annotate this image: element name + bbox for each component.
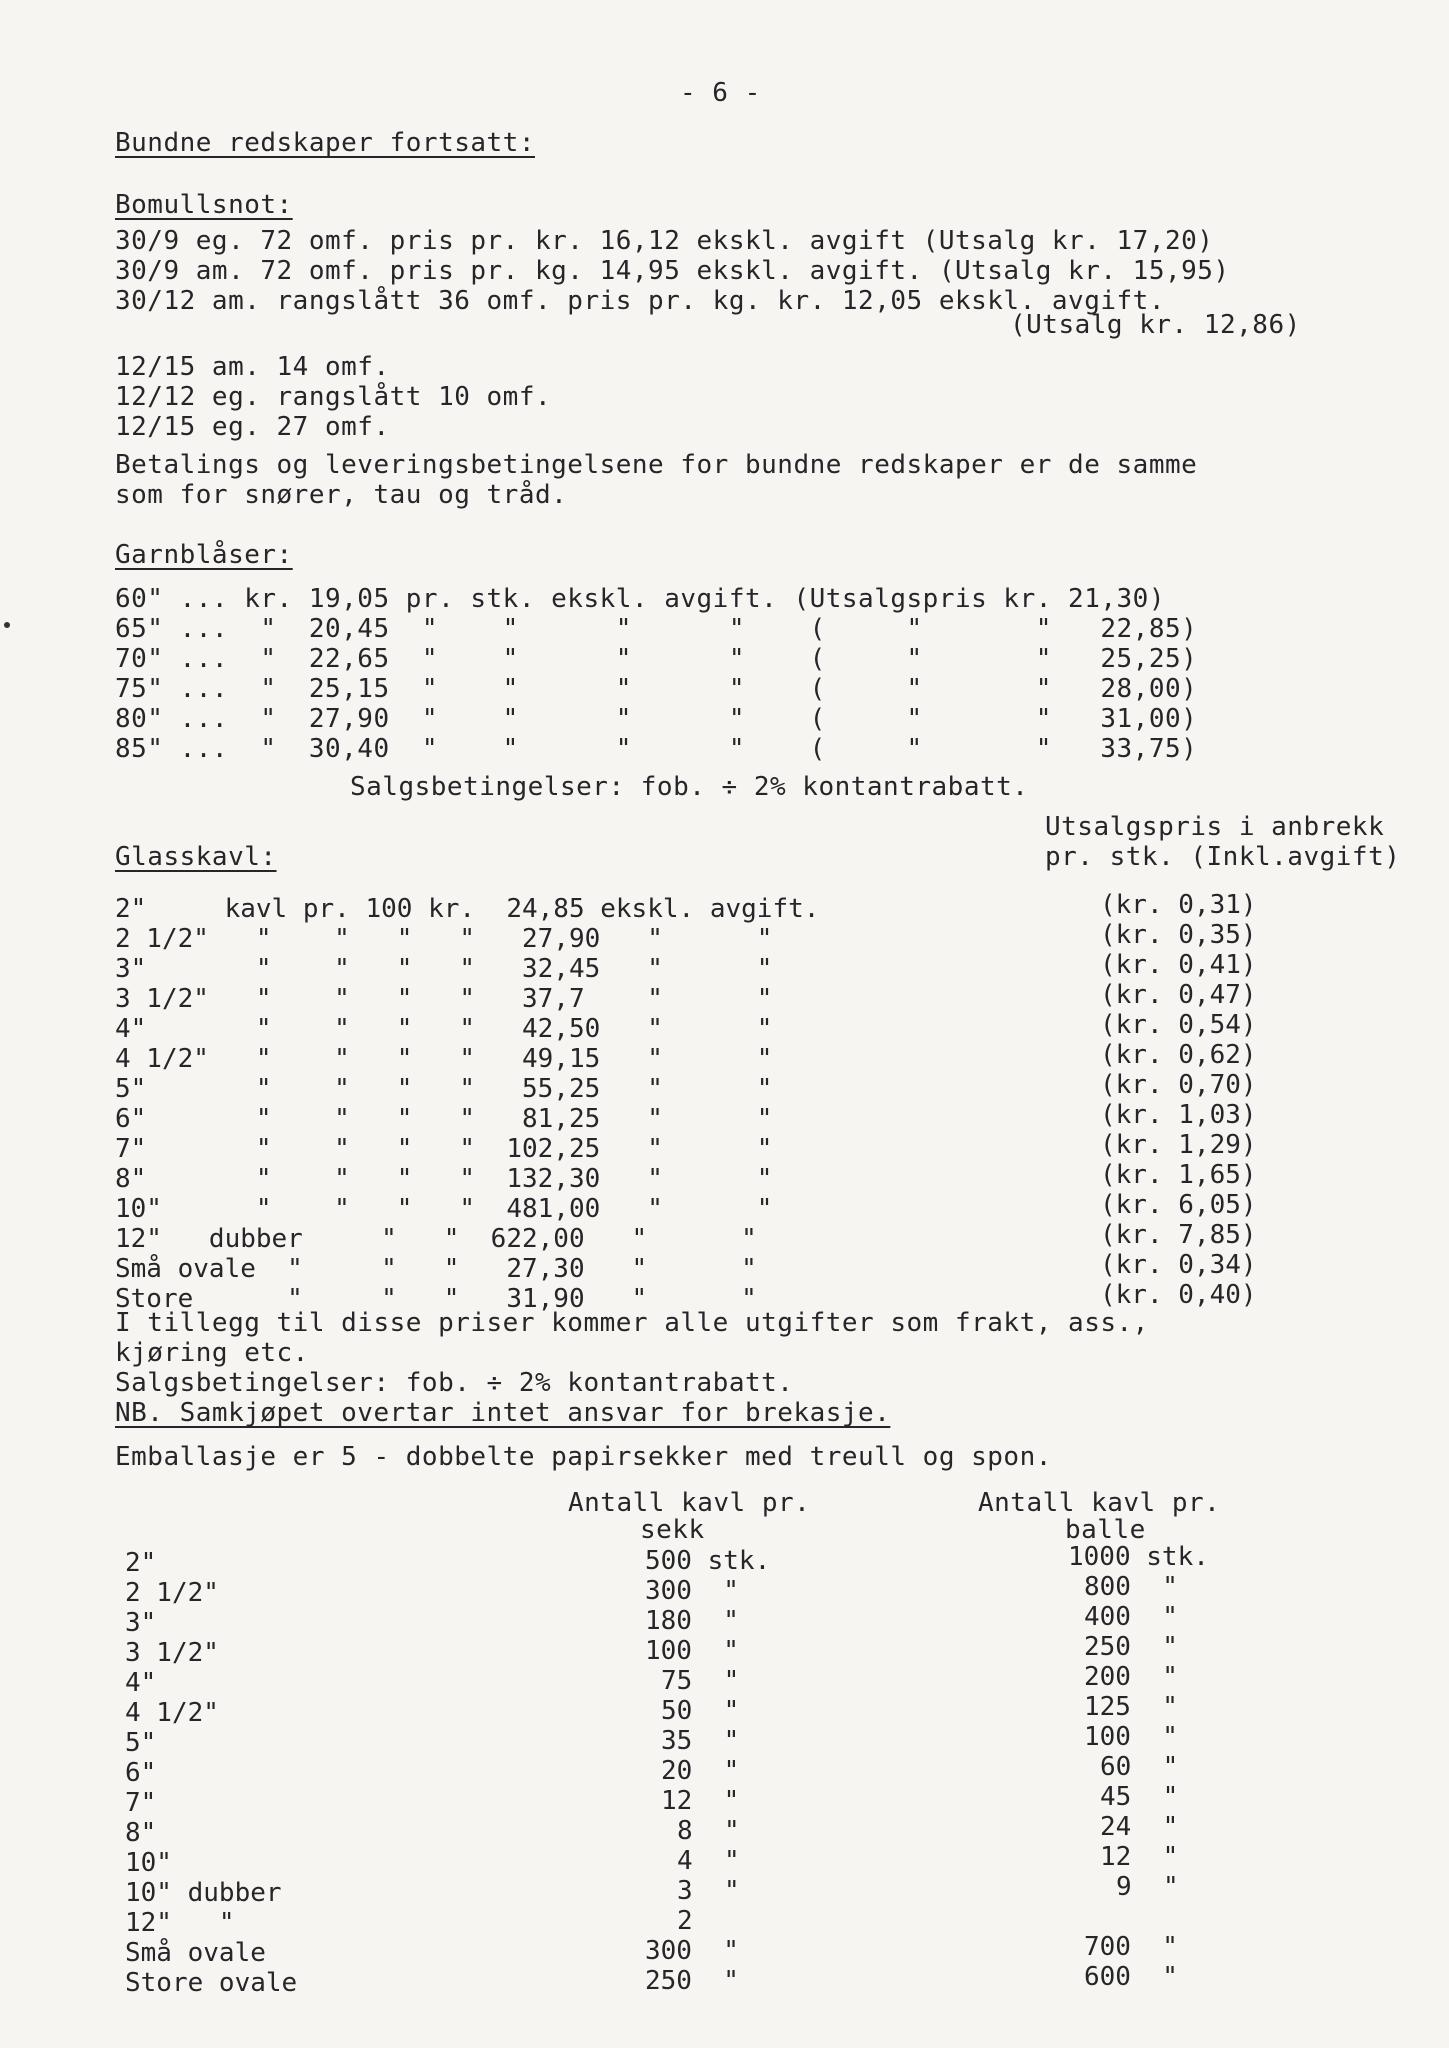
emb-size: 5" bbox=[125, 1728, 157, 1758]
emb-balle: 9 " bbox=[1116, 1872, 1179, 1902]
glass-row: 2" kavl pr. 100 kr. 24,85 ekskl. avgift. bbox=[115, 894, 820, 924]
emb-col-balle: Antall kavl pr. bbox=[978, 1488, 1221, 1518]
emb-sekk: 50 " bbox=[661, 1696, 740, 1726]
emb-balle: 60 " bbox=[1100, 1752, 1179, 1782]
emb-line: Emballasje er 5 - dobbelte papirsekker med treull og spon. bbox=[115, 1442, 1052, 1472]
emb-balle: 700 " bbox=[1084, 1932, 1178, 1962]
glass-price: (kr. 0,35) bbox=[1100, 920, 1257, 950]
glass-price: (kr. 0,31) bbox=[1100, 890, 1257, 920]
glass-price: (kr. 0,41) bbox=[1100, 950, 1257, 980]
emb-balle: 125 " bbox=[1084, 1692, 1178, 1722]
emb-balle: 200 " bbox=[1084, 1662, 1178, 1692]
glass-price: (kr. 7,85) bbox=[1100, 1220, 1257, 1250]
glass-price: (kr. 0,62) bbox=[1100, 1040, 1257, 1070]
page-number: - 6 - bbox=[680, 78, 761, 108]
emb-size: Små ovale bbox=[125, 1938, 266, 1968]
emb-size: 10" bbox=[125, 1848, 172, 1878]
emb-sekk: 300 " bbox=[645, 1576, 739, 1606]
emb-size: 12" " bbox=[125, 1908, 235, 1938]
emb-sekk: 500 stk. bbox=[645, 1546, 771, 1576]
emb-col-sekk: Antall kavl pr. bbox=[568, 1488, 811, 1518]
emb-size: 3" bbox=[125, 1608, 157, 1638]
glass-row: 12" dubber " " 622,00 " " bbox=[115, 1224, 757, 1254]
emb-col-balle: balle bbox=[1065, 1515, 1146, 1545]
glass-price: (kr. 0,34) bbox=[1100, 1250, 1257, 1280]
bomull-line: 12/15 am. 14 omf. bbox=[115, 352, 390, 382]
emb-balle: 24 " bbox=[1100, 1812, 1179, 1842]
emb-balle: 45 " bbox=[1100, 1782, 1179, 1812]
emb-sekk: 35 " bbox=[661, 1726, 740, 1756]
glass-row: 3 1/2" " " " " 37,7 " " bbox=[115, 984, 773, 1014]
emb-sekk: 8 " bbox=[677, 1816, 740, 1846]
emb-size: Store ovale bbox=[125, 1968, 298, 1998]
glass-row: 3" " " " " 32,45 " " bbox=[115, 954, 773, 984]
glass-terms: Salgsbetingelser: fob. ÷ 2% kontantrabatt. bbox=[115, 1368, 794, 1398]
emb-sekk: 3 " bbox=[677, 1876, 740, 1906]
emb-balle: 600 " bbox=[1084, 1962, 1178, 1992]
emb-balle: 12 " bbox=[1100, 1842, 1179, 1872]
glass-row: 6" " " " " 81,25 " " bbox=[115, 1104, 773, 1134]
emb-balle: 100 " bbox=[1084, 1722, 1178, 1752]
garn-title: Garnblåser: bbox=[115, 540, 293, 570]
emb-col-sekk: sekk bbox=[640, 1515, 705, 1545]
glass-title: Glasskavl: bbox=[115, 842, 277, 872]
emb-sekk: 75 " bbox=[661, 1666, 740, 1696]
emb-sekk: 2 bbox=[677, 1906, 724, 1936]
emb-balle: 250 " bbox=[1084, 1632, 1178, 1662]
garn-line: 65" ... " 20,45 " " " " ( " " 22,85) bbox=[115, 614, 1198, 644]
bomull-note: Betalings og leveringsbetingelsene for bundne redskaper er de samme bbox=[115, 450, 1198, 480]
bomull-line: 30/9 eg. 72 omf. pris pr. kr. 16,12 ekskl. avgift (Utsalg kr. 17,20) bbox=[115, 226, 1214, 256]
emb-size: 2 1/2" bbox=[125, 1578, 219, 1608]
glass-price: (kr. 1,03) bbox=[1100, 1100, 1257, 1130]
garn-line: 60" ... kr. 19,05 pr. stk. ekskl. avgift. (Utsalgspris kr. 21,30) bbox=[115, 584, 1165, 614]
glass-row: 4" " " " " 42,50 " " bbox=[115, 1014, 773, 1044]
bomull-line: (Utsalg kr. 12,86) bbox=[1010, 310, 1301, 340]
garn-line: 80" ... " 27,90 " " " " ( " " 31,00) bbox=[115, 704, 1198, 734]
glass-price: (kr. 1,65) bbox=[1100, 1160, 1257, 1190]
garn-terms: Salgsbetingelser: fob. ÷ 2% kontantrabatt. bbox=[350, 772, 1029, 802]
bomull-line: 12/15 eg. 27 omf. bbox=[115, 412, 390, 442]
emb-balle: 400 " bbox=[1084, 1602, 1178, 1632]
glass-header: Utsalgspris i anbrekk bbox=[1045, 812, 1385, 842]
glass-row: 10" " " " " 481,00 " " bbox=[115, 1194, 773, 1224]
emb-sekk: 250 " bbox=[645, 1966, 739, 1996]
emb-balle: 1000 stk. bbox=[1068, 1542, 1209, 1572]
emb-size: 2" bbox=[125, 1548, 157, 1578]
emb-balle: 800 " bbox=[1084, 1572, 1178, 1602]
emb-size: 4 1/2" bbox=[125, 1698, 219, 1728]
glass-row: 5" " " " " 55,25 " " bbox=[115, 1074, 773, 1104]
garn-line: 75" ... " 25,15 " " " " ( " " 28,00) bbox=[115, 674, 1198, 704]
bomull-title: Bomullsnot: bbox=[115, 190, 293, 220]
emb-sekk: 300 " bbox=[645, 1936, 739, 1966]
glass-header: pr. stk. (Inkl.avgift) bbox=[1045, 842, 1401, 872]
glass-nb: NB. Samkjøpet overtar intet ansvar for brekasje. bbox=[115, 1398, 891, 1428]
emb-size: 4" bbox=[125, 1668, 157, 1698]
emb-size: 3 1/2" bbox=[125, 1638, 219, 1668]
emb-size: 7" bbox=[125, 1788, 157, 1818]
glass-price: (kr. 0,47) bbox=[1100, 980, 1257, 1010]
glass-note: kjøring etc. bbox=[115, 1338, 309, 1368]
emb-sekk: 20 " bbox=[661, 1756, 740, 1786]
glass-note: I tillegg til disse priser kommer alle utgifter som frakt, ass., bbox=[115, 1308, 1149, 1338]
heading: Bundne redskaper fortsatt: bbox=[115, 128, 535, 158]
emb-sekk: 12 " bbox=[661, 1786, 740, 1816]
glass-price: (kr. 6,05) bbox=[1100, 1190, 1257, 1220]
emb-size: 10" dubber bbox=[125, 1878, 282, 1908]
bomull-line: 30/12 am. rangslått 36 omf. pris pr. kg. kr. 12,05 ekskl. avgift. bbox=[115, 286, 1165, 316]
glass-row: 8" " " " " 132,30 " " bbox=[115, 1164, 773, 1194]
glass-row: Små ovale " " " 27,30 " " bbox=[115, 1254, 757, 1284]
garn-line: 70" ... " 22,65 " " " " ( " " 25,25) bbox=[115, 644, 1198, 674]
glass-price: (kr. 0,40) bbox=[1100, 1280, 1257, 1310]
emb-sekk: 180 " bbox=[645, 1606, 739, 1636]
glass-row: 4 1/2" " " " " 49,15 " " bbox=[115, 1044, 773, 1074]
emb-size: 6" bbox=[125, 1758, 157, 1788]
glass-price: (kr. 1,29) bbox=[1100, 1130, 1257, 1160]
garn-line: 85" ... " 30,40 " " " " ( " " 33,75) bbox=[115, 734, 1198, 764]
emb-size: 8" bbox=[125, 1818, 157, 1848]
bomull-note: som for snører, tau og tråd. bbox=[115, 480, 568, 510]
glass-row: 7" " " " " 102,25 " " bbox=[115, 1134, 773, 1164]
glass-row: 2 1/2" " " " " 27,90 " " bbox=[115, 924, 773, 954]
glass-price: (kr. 0,54) bbox=[1100, 1010, 1257, 1040]
emb-sekk: 100 " bbox=[645, 1636, 739, 1666]
glass-price: (kr. 0,70) bbox=[1100, 1070, 1257, 1100]
glass-row: Store " " " 31,90 " " bbox=[115, 1284, 757, 1314]
bomull-line: 12/12 eg. rangslått 10 omf. bbox=[115, 382, 552, 412]
emb-sekk: 4 " bbox=[677, 1846, 740, 1876]
margin-dot bbox=[4, 622, 10, 628]
bomull-line: 30/9 am. 72 omf. pris pr. kg. 14,95 ekskl. avgift. (Utsalg kr. 15,95) bbox=[115, 256, 1230, 286]
